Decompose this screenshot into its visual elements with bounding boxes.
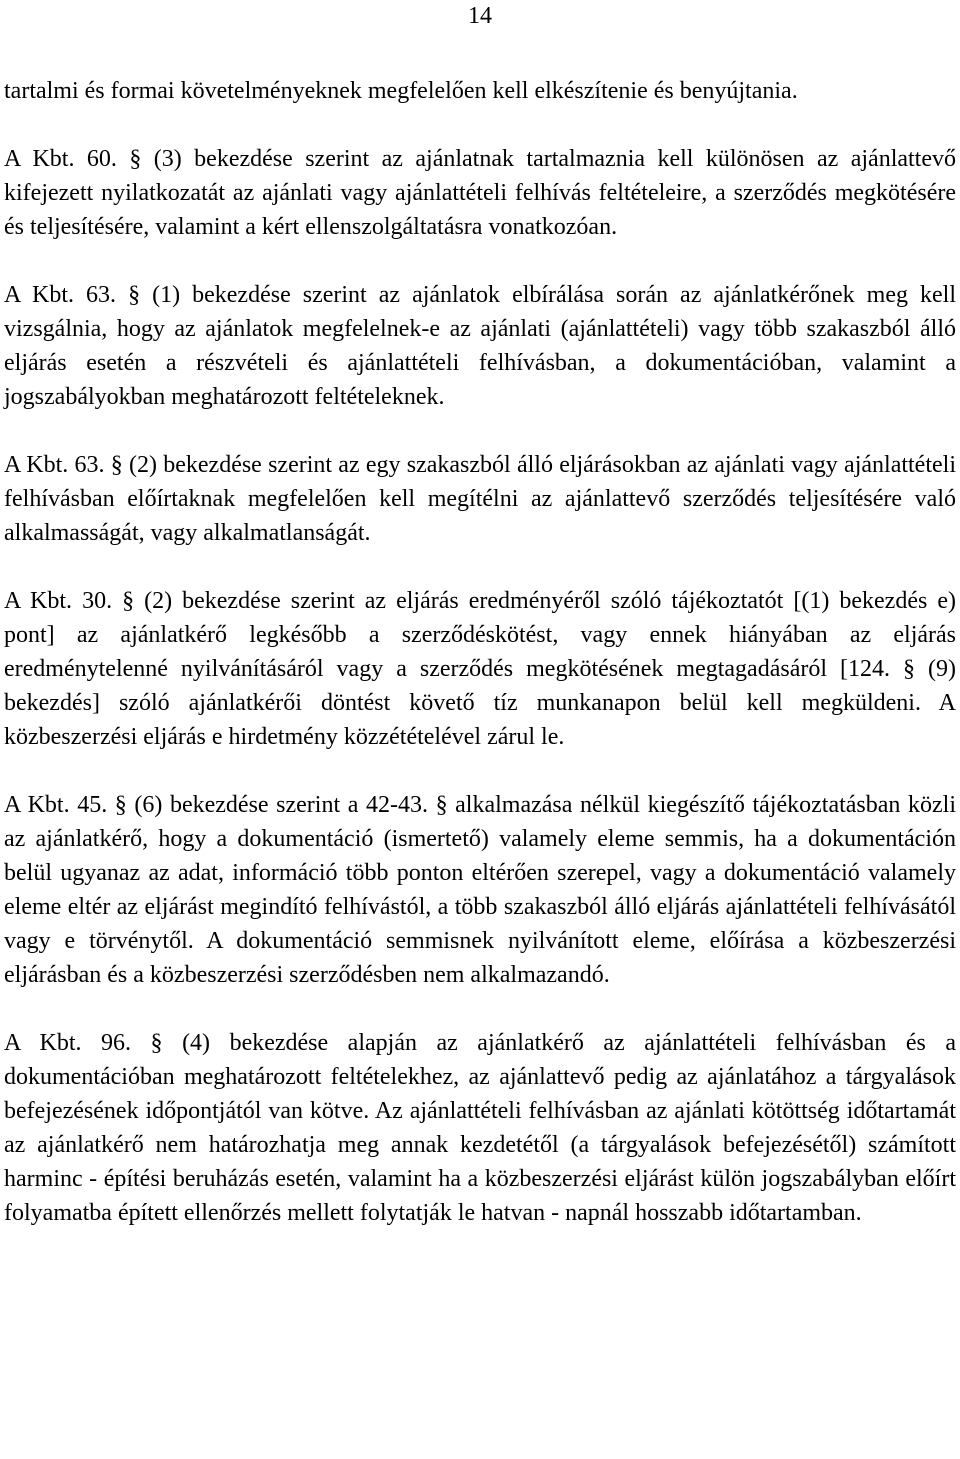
- paragraph-kbt-60-3: A Kbt. 60. § (3) bekezdése szerint az ajánlatnak tartalmaznia kell különösen az ajánlattevő kifejezett nyilatkozatát az ajánlati vagy ajánlattételi felhívás feltételeire, a szerződés megkötésére és teljesítésére, valamint a kért ellenszolgáltatásra vonatkozóan.: [4, 146, 956, 240]
- paragraph-kbt-96-4: A Kbt. 96. § (4) bekezdése alapján az ajánlatkérő az ajánlattételi felhívásban és a dokumentációban meghatározott feltételekhez, az ajánlattevő pedig az ajánlatához a tárgyalások befejezésének időpontjától van kötve. Az ajánlattételi felhívásban az ajánlati kötöttség időtartamát az ajánlatkérő nem határozhatja meg annak kezdetétől (a tárgyalások befejezésétől) számított harminc - építési beruházás esetén, valamint ha a közbeszerzési eljárást külön jogszabályban előírt folyamatba épített ellenőrzés mellett folytatják le hatvan - napnál hosszabb időtartamban.: [4, 1030, 956, 1226]
- paragraph-continuation: tartalmi és formai követelményeknek megfelelően kell elkészítenie és benyújtania.: [4, 78, 798, 104]
- paragraph-spacer: [4, 108, 956, 142]
- document-body: [4, 74, 956, 1230]
- paragraph-kbt-63-2: A Kbt. 63. § (2) bekezdése szerint az egy szakaszból álló eljárásokban az ajánlati vagy ajánlattételi felhívásban előírtaknak megfelelően kell megítélni az ajánlattevő szerződés teljesítésére való alkalmasságát, vagy alkalmatlanságát.: [4, 452, 956, 546]
- paragraph-spacer: [4, 992, 956, 1026]
- paragraph-spacer: [4, 550, 956, 584]
- paragraph-spacer: [4, 754, 956, 788]
- paragraph-kbt-30-2: A Kbt. 30. § (2) bekezdése szerint az eljárás eredményéről szóló tájékoztatót [(1) bekezdés e) pont] az ajánlatkérő legkésőbb a szerződéskötést, vagy ennek hiányában az eljárás eredménytelenné nyilvánításáról vagy a szerződés megkötésének megtagadásáról [124. § (9) bekezdés] szóló ajánlatkérői döntést követő tíz munkanapon belül kell megküldeni. A közbeszerzési eljárás e hirdetmény közzétételével zárul le.: [4, 588, 956, 750]
- paragraph-spacer: [4, 244, 956, 278]
- paragraph-kbt-45-6: A Kbt. 45. § (6) bekezdése szerint a 42-43. § alkalmazása nélkül kiegészítő tájékoztatásban közli az ajánlatkérő, hogy a dokumentáció (ismertető) valamely eleme semmis, ha a dokumentáción belül ugyanaz az adat, információ több ponton eltérően szerepel, vagy a dokumentáció valamely eleme eltér az eljárást megindító felhívástól, a több szakaszból álló eljárás ajánlattételi felhívásától vagy e törvénytől. A dokumentáció semmisnek nyilvánított eleme, előírása a közbeszerzési eljárásban és a közbeszerzési szerződésben nem alkalmazandó.: [4, 792, 956, 988]
- page-number: 14: [468, 3, 492, 29]
- paragraph-kbt-63-1: A Kbt. 63. § (1) bekezdése szerint az ajánlatok elbírálása során az ajánlatkérőnek meg kell vizsgálnia, hogy az ajánlatok megfelelnek-e az ajánlati (ajánlattételi) vagy több szakaszból álló eljárás esetén a részvételi és ajánlattételi felhívásban, a dokumentációban, valamint a jogszabályokban meghatározott feltételeknek.: [4, 282, 956, 410]
- paragraph-spacer: [4, 414, 956, 448]
